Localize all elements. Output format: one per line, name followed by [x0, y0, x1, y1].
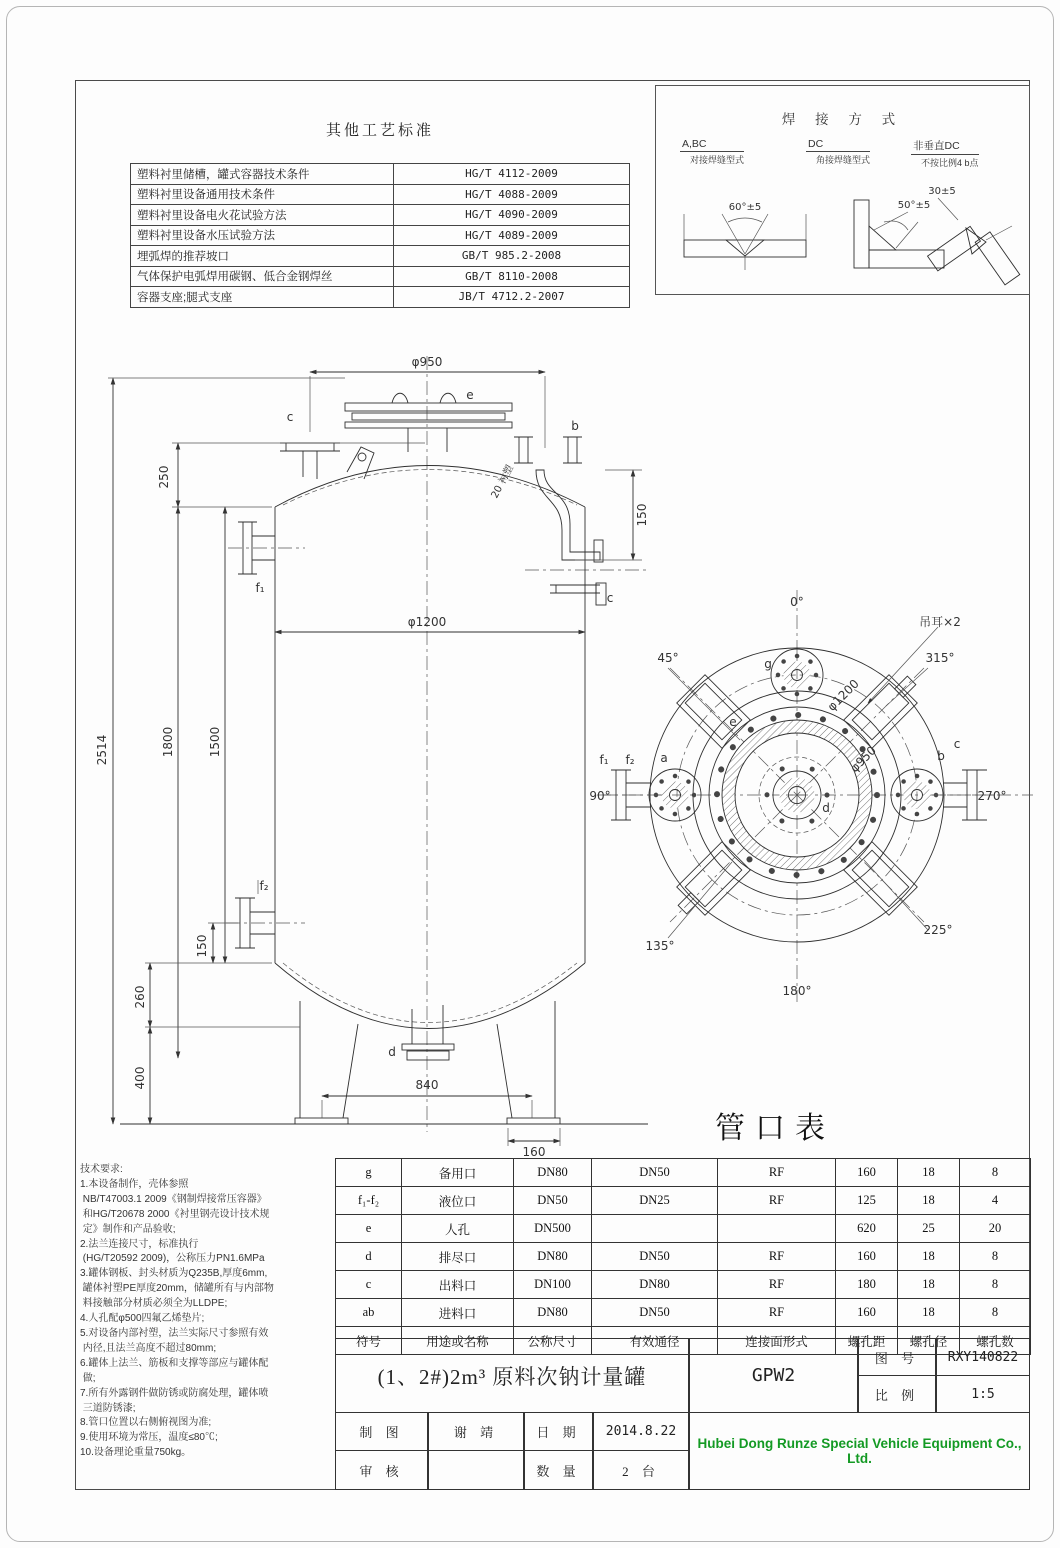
figno-label: 图 号 — [858, 1338, 936, 1376]
nozzle-table — [335, 1158, 1031, 1355]
qty-value: 2 台 — [593, 1450, 689, 1490]
table-row: 塑料衬里设备水压试验方法 HG/T 4089-2009 — [131, 225, 630, 246]
tech-line: NB/T47003.1 2009《钢制焊接常压容器》 — [80, 1193, 267, 1205]
weld-caption-dc: DC 角接焊缝型式 — [808, 138, 871, 165]
dim-phi1200-top: φ1200 — [824, 676, 862, 714]
label-d: d — [822, 801, 830, 815]
weld-detail-butt — [684, 202, 806, 270]
tech-line: 三道防锈漆; — [80, 1402, 136, 1414]
tech-line: 6.罐体上法兰、筋板和支撑等部应与罐体配 — [80, 1357, 269, 1369]
table-row: e 人孔 DN500 620 25 20 — [336, 1215, 1031, 1243]
check-label: 审 核 — [335, 1450, 428, 1490]
note-lining-20: 20 衬塑 — [489, 463, 517, 501]
table-row: 容器支座;腿式支座 JB/T 4712.2-2007 — [131, 287, 630, 308]
dim-150-f2: 150 — [195, 934, 209, 958]
label-nozzle-c-top: c — [286, 410, 294, 424]
dim-250: 250 — [157, 465, 171, 489]
dim-160: 160 — [522, 1145, 546, 1159]
label-e: e — [729, 715, 737, 729]
tank-front-geometry — [120, 356, 648, 1132]
table-row: g 备用口 DN80 DN50 RF 160 18 8 — [336, 1159, 1031, 1187]
dim-phi950-top: φ950 — [847, 743, 880, 776]
weld-detail-angled — [928, 186, 1020, 285]
standards-title: 其他工艺标准 — [325, 122, 434, 139]
label-nozzle-b: b — [571, 419, 579, 433]
model-code: GPW2 — [689, 1338, 858, 1413]
tech-line: 10.设备理论重量750kg。 — [80, 1447, 192, 1459]
table-row: f₁-f₂ 液位口 DN50 DN25 RF 125 18 4 — [336, 1187, 1031, 1215]
weld-dim: 50°±5 — [897, 200, 931, 211]
label-nozzle-f2: f₂ — [259, 879, 269, 893]
table-row: 塑料衬里储槽，罐式容器技术条件 HG/T 4112-2009 — [131, 164, 630, 185]
weld-dim: 30±5 — [928, 186, 956, 197]
tech-line: 4.人孔配φ500四氟乙烯垫片; — [80, 1313, 205, 1325]
tech-line: 和HG/T20678 2000《衬里钢壳设计技术规 — [80, 1208, 270, 1220]
table-row: 塑料衬里设备电火花试验方法 HG/T 4090-2009 — [131, 205, 630, 226]
table-row: 埋弧焊的推荐坡口 GB/T 985.2-2008 — [131, 246, 630, 267]
tech-line: 7.所有外露钢件做防锈或防腐处理，罐体喷 — [80, 1387, 269, 1399]
title-block — [335, 1338, 1030, 1490]
tech-line: 料接触部分材质必须全为LLDPE; — [80, 1298, 228, 1310]
drawing-title: (1、2#)2m³ 原料次钠计量罐 — [335, 1338, 689, 1413]
tech-line: 内径,且法兰高度不超过80mm; — [80, 1342, 217, 1354]
angle-135: 135° — [645, 939, 675, 953]
weld-dim: 60°±5 — [728, 202, 762, 213]
date-value: 2014.8.22 — [593, 1412, 689, 1451]
scale-label: 比 例 — [858, 1375, 936, 1413]
weld-detail-corner — [854, 200, 944, 268]
tech-line: 2.法兰连接尺寸，标准执行 — [80, 1238, 199, 1250]
table-row: ab 进料口 DN80 DN50 RF 160 18 8 — [336, 1299, 1031, 1327]
table-row: 塑料衬里设备通用技术条件 HG/T 4088-2009 — [131, 184, 630, 205]
angle-90: 90° — [589, 789, 611, 803]
label-a: a — [660, 751, 668, 765]
angle-180: 180° — [782, 984, 812, 998]
figno-value: RXY140822 — [936, 1338, 1030, 1376]
angle-315: 315° — [925, 651, 955, 665]
tech-line: 8.管口位置以右侧俯视图为准; — [80, 1417, 212, 1429]
drawn-by: 谢 靖 — [428, 1412, 524, 1451]
angle-270: 270° — [977, 789, 1007, 803]
label-g: g — [764, 657, 772, 671]
date-label: 日 期 — [524, 1412, 593, 1451]
tech-line: 3.罐体钢板、封头材质为Q235B,厚度6mm, — [80, 1268, 268, 1280]
dim-400: 400 — [133, 1066, 147, 1090]
weld-sketches — [656, 178, 1031, 293]
table-row: d 排尽口 DN80 DN50 RF 160 18 8 — [336, 1243, 1031, 1271]
label-nozzle-c-right: c — [606, 591, 614, 605]
scale-value: 1:5 — [936, 1375, 1030, 1413]
standards-table — [130, 163, 630, 308]
tech-line: (HG/T20592 2009)，公称压力PN1.6MPa — [80, 1253, 265, 1265]
dim-260: 260 — [133, 985, 147, 1009]
dim-1500: 1500 — [208, 726, 222, 758]
tech-line: 9.使用环境为常压，温度≤80℃; — [80, 1432, 218, 1444]
table-row: c 出料口 DN100 DN80 RF 180 18 8 — [336, 1271, 1031, 1299]
angle-45: 45° — [657, 651, 679, 665]
table-row: 气体保护电弧焊用碳钢、低合金钢焊丝 GB/T 8110-2008 — [131, 266, 630, 287]
check-by — [428, 1450, 524, 1490]
front-view-dimensions — [95, 355, 649, 1159]
label-nozzle-e: e — [466, 388, 474, 402]
technical-requirements — [80, 1163, 334, 1461]
weld-caption-nonvertical: 非垂直DC 不按比例4 b点 — [913, 140, 979, 168]
tech-line: 罐体衬塑PE厚度20mm，储罐所有与内部物 — [80, 1283, 274, 1295]
top-view — [588, 580, 1035, 1040]
drawn-label: 制 图 — [335, 1412, 428, 1451]
front-view — [85, 350, 670, 1215]
nozzle-table-title: 管口表 — [715, 1112, 835, 1145]
welding-title: 焊 接 方 式 — [781, 112, 904, 127]
angle-225: 225° — [923, 923, 953, 937]
label-nozzle-f1: f₁ — [255, 581, 265, 595]
note-lifting-lug: 吊耳×2 — [919, 615, 961, 629]
dim-150-top: 150 — [635, 503, 649, 527]
label-f1: f₁ — [599, 753, 609, 767]
tech-line: 定》制作和产品验收; — [80, 1223, 176, 1235]
label-f2: f₂ — [625, 753, 635, 767]
tech-line: 5.对设备内部衬塑，法兰实际尺寸参照有效 — [80, 1327, 269, 1339]
label-nozzle-d: d — [388, 1045, 396, 1059]
company-name: Hubei Dong Runze Special Vehicle Equipment Co., Ltd. — [689, 1412, 1030, 1490]
label-c: c — [953, 737, 961, 751]
dim-phi1200: φ1200 — [407, 615, 447, 629]
dim-840: 840 — [415, 1078, 439, 1092]
table-header-row: 符号 用途或名称 公称尺寸 有效通径 连接面形式 螺孔距 螺孔径 螺孔数 — [336, 1327, 1031, 1355]
dim-phi950: φ950 — [411, 355, 443, 369]
welding-methods-box — [655, 85, 1030, 295]
weld-caption-abc: A,BC 对接焊缝型式 — [682, 138, 745, 165]
angle-0: 0° — [790, 595, 804, 609]
label-b: b — [937, 749, 945, 763]
tech-line: 1.本设备制作，壳体参照 — [80, 1178, 189, 1190]
tech-line: 做; — [80, 1372, 96, 1384]
dim-2514: 2514 — [95, 734, 109, 766]
dim-1800: 1800 — [161, 726, 175, 758]
tech-line: 技术要求: — [80, 1164, 123, 1175]
qty-label: 数 量 — [524, 1450, 593, 1490]
